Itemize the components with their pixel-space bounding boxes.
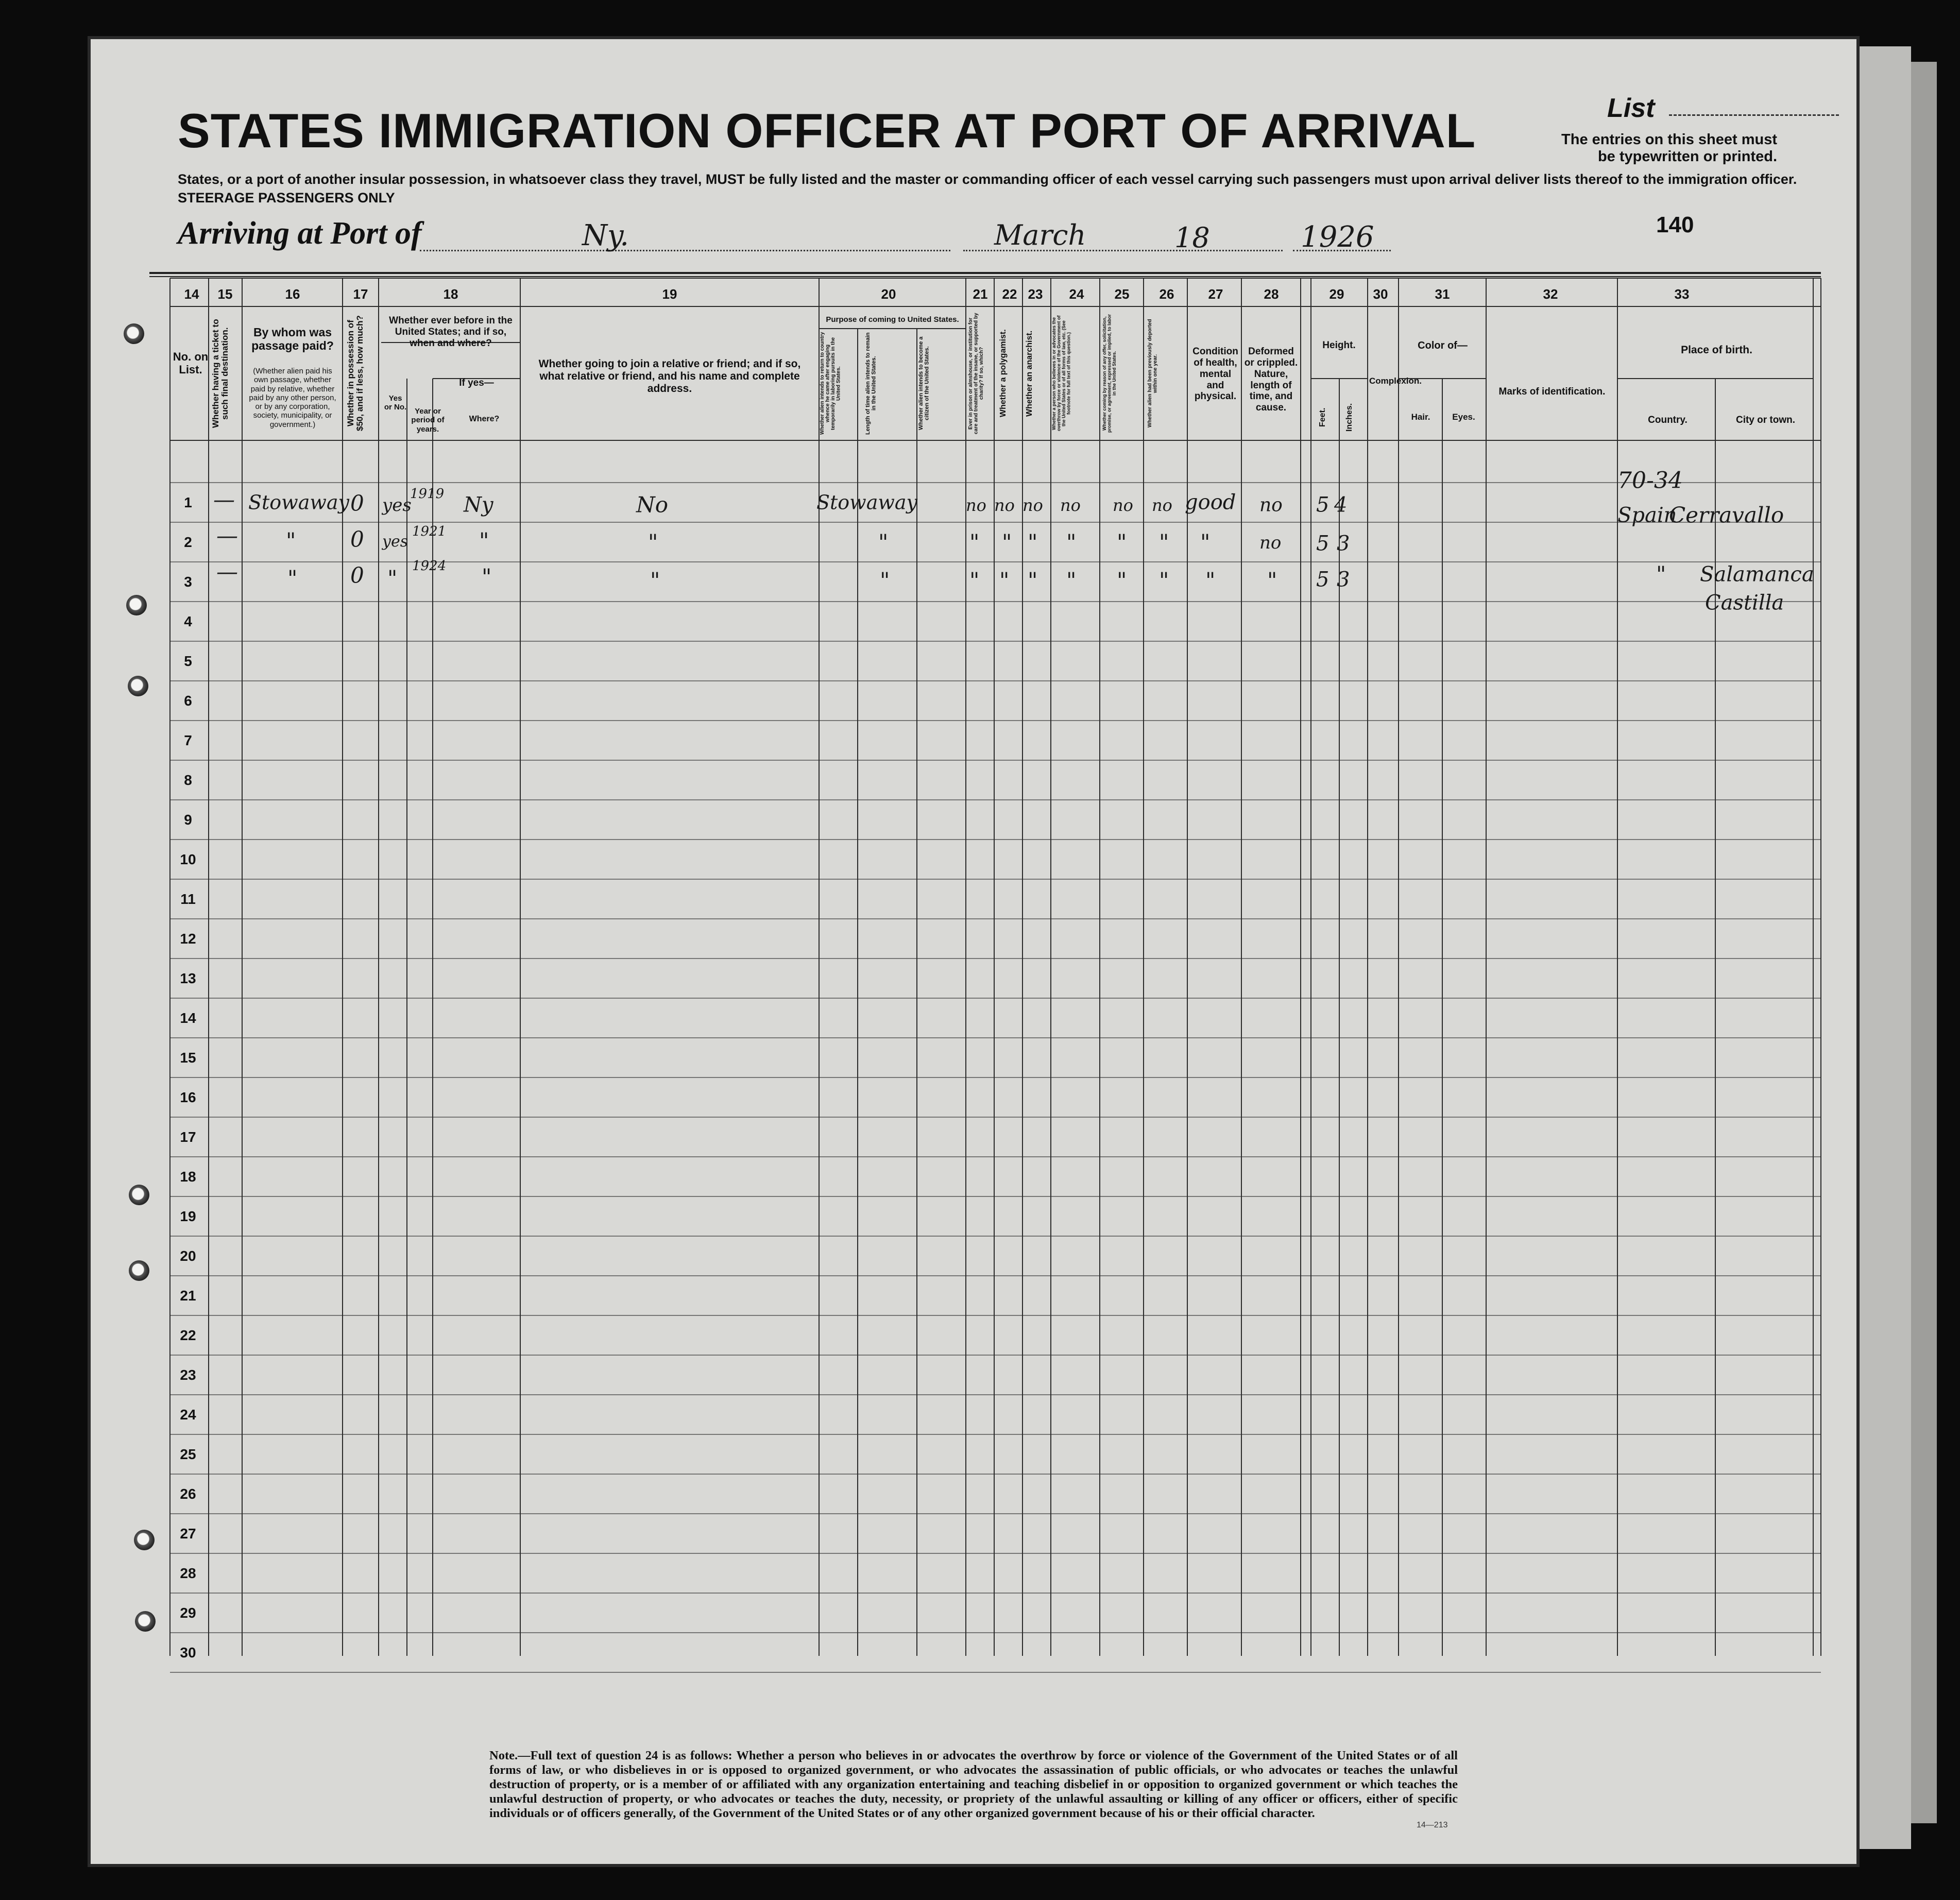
row2-ticket: —	[216, 523, 238, 549]
intro-line-2: STEERAGE PASSENGERS ONLY	[178, 190, 395, 206]
col-26-header: Whether alien had been previously deported within one year.	[1147, 319, 1158, 428]
row3-offer: "	[1117, 568, 1127, 593]
col-21-header: Ever in prison or almshouse, or institution for care and treatment of the insane, or supported by charity? If so, which?	[968, 313, 984, 434]
col-29-feet: Feet.	[1318, 407, 1327, 427]
col-number-17: 17	[353, 286, 368, 302]
row1-deported: no	[1152, 495, 1172, 516]
col-30-header: Complexion.	[1369, 376, 1422, 386]
col-31-hair: Hair.	[1411, 412, 1430, 422]
col-18-header: Whether ever before in the United States; and if so, when and where?	[389, 315, 513, 349]
row1-where: Ny	[464, 493, 493, 517]
col-number-21: 21	[973, 286, 988, 302]
col-14-header: No. on List.	[173, 350, 209, 376]
row-number: 10	[180, 851, 196, 867]
row2-purpose: "	[878, 529, 889, 555]
day-value: 18	[1174, 221, 1210, 254]
col-19-header: Whether going to join a relative or friend; and if so, what relative or friend, and his name and complete address.	[538, 358, 801, 395]
col-31-eyes: Eyes.	[1452, 412, 1475, 422]
row3-anarchist: "	[1028, 568, 1038, 593]
row-number: 20	[180, 1247, 196, 1264]
col-17-header: Whether in possession of $50, and if less, how much?	[346, 315, 365, 432]
row-number: 1	[184, 494, 192, 510]
col-33-country: Country.	[1648, 415, 1688, 425]
row-number: 2	[184, 534, 192, 550]
row3-deformed: "	[1267, 568, 1277, 593]
row2-polygamist: "	[1002, 529, 1012, 555]
row1-join: No	[636, 492, 669, 518]
row1-before: yes	[382, 495, 412, 516]
row2-money: 0	[350, 526, 364, 552]
col-number-25: 25	[1114, 286, 1130, 302]
col-16-header: By whom was passage paid?	[251, 326, 334, 353]
row-number: 16	[180, 1089, 196, 1105]
row2-health: "	[1200, 529, 1211, 555]
row-number: 3	[184, 573, 192, 590]
row-number: 21	[180, 1287, 196, 1304]
col-number-26: 26	[1159, 286, 1174, 302]
row-number: 22	[180, 1327, 196, 1343]
col-24-header: Whether a person who believes in or advocates the overthrow by force or violence of the Government of the United States or of all forms of law, etc. (See footnote for full text of this question.)	[1051, 315, 1071, 432]
row3-year: 1924	[412, 558, 447, 574]
col-15-header: Whether having a ticket to such final destination.	[211, 319, 230, 428]
row1-overthrow: no	[1060, 495, 1081, 516]
col-number-31: 31	[1435, 286, 1450, 302]
row1-money: 0	[350, 490, 364, 516]
row3-purpose: "	[880, 568, 890, 593]
col-29-header: Height.	[1322, 340, 1356, 351]
row1-health: good	[1185, 490, 1236, 515]
row-number: 23	[180, 1366, 196, 1383]
col-number-27: 27	[1208, 286, 1223, 302]
row-number: 4	[184, 613, 192, 629]
row3-money: 0	[350, 562, 364, 588]
row-number: 11	[180, 891, 196, 907]
intro-line-1: States, or a port of another insular possession, in whatsoever class they travel, MUST be fully listed and the master or commanding officer of each vessel carrying such passengers must upon arrival deliver lists thereof to the immigration officer.	[178, 172, 1797, 187]
col-33-city: City or town.	[1735, 415, 1796, 425]
row-number: 18	[180, 1168, 196, 1185]
row-number: 28	[180, 1565, 196, 1581]
row-number: 13	[180, 970, 196, 986]
row2-anarchist: "	[1028, 529, 1038, 555]
row3-before: "	[387, 566, 398, 591]
row3-ticket: —	[216, 559, 238, 585]
arriving-label: Arriving at Port of	[178, 216, 422, 251]
row2-deformed: no	[1259, 533, 1282, 553]
row3-join: "	[650, 568, 660, 593]
row3-city-extra: Castilla	[1705, 591, 1784, 615]
row1-anarchist: no	[1022, 495, 1043, 516]
month-value: March	[994, 219, 1086, 251]
row3-country: "	[1656, 561, 1666, 587]
col-number-30: 30	[1373, 286, 1388, 302]
row1-prison: no	[966, 495, 986, 516]
row-number: 30	[180, 1644, 196, 1661]
row3-inches: 3	[1337, 568, 1350, 592]
row3-deported: "	[1159, 568, 1169, 593]
row2-year: 1921	[412, 524, 447, 539]
row1-ticket: —	[213, 487, 235, 512]
col-23-header: Whether an anarchist.	[1025, 330, 1034, 417]
row-number: 6	[184, 692, 192, 709]
row-number: 5	[184, 653, 192, 669]
col-31-header: Color of—	[1418, 340, 1468, 351]
sheet-number: 140	[1656, 212, 1694, 237]
col-number-33: 33	[1674, 286, 1690, 302]
row1-offer: no	[1113, 495, 1133, 516]
col-16-subheader: (Whether alien paid his own passage, whether paid by relative, whether paid by any other person, or by any corporation, society, municipality, or government.)	[249, 367, 336, 429]
row-number: 19	[180, 1208, 196, 1224]
row2-feet: 5	[1316, 532, 1330, 556]
row2-where: "	[479, 528, 489, 554]
row3-prison: "	[969, 568, 980, 593]
col-20b-header: Length of time alien intends to remain in the United States.	[865, 332, 877, 435]
entries-note: The entries on this sheet must be typewritten or printed.	[1561, 131, 1777, 165]
col-28-header: Deformed or crippled. Nature, length of time, and cause.	[1244, 346, 1298, 414]
row3-city: Salamanca	[1700, 562, 1814, 587]
row1-polygamist: no	[994, 495, 1015, 516]
row3-health: "	[1205, 568, 1216, 593]
row3-polygamist: "	[999, 568, 1010, 593]
row-number: 14	[180, 1009, 196, 1026]
col-number-23: 23	[1028, 286, 1043, 302]
col-32-header: Marks of identification.	[1498, 386, 1606, 397]
row-number: 12	[180, 930, 196, 947]
row2-deported: "	[1159, 529, 1169, 555]
col-29-inches: Inches.	[1345, 403, 1354, 432]
row1-city: Cerravallo	[1669, 502, 1784, 528]
row1-inches: 4	[1334, 493, 1348, 517]
col-number-32: 32	[1543, 286, 1558, 302]
col-number-28: 28	[1264, 286, 1279, 302]
col-25-header: Whether coming by reason of any offer, solicitation, promise, or agreement, expressed or implied, to labor in the United States.	[1102, 314, 1117, 433]
col-27-header: Condition of health, mental and physical.	[1192, 346, 1238, 402]
row-number: 25	[180, 1446, 196, 1462]
row3-paid-by: "	[287, 566, 298, 591]
row1-paid-by: Stowaway	[248, 491, 350, 514]
col-20-header: Purpose of coming to United States.	[826, 315, 959, 324]
page-title: STATES IMMIGRATION OFFICER AT PORT OF ARRIVAL	[178, 104, 1476, 158]
row-number: 27	[180, 1525, 196, 1542]
form-number: 14—213	[1417, 1821, 1448, 1829]
row3-where: "	[482, 564, 492, 590]
row-number: 17	[180, 1128, 196, 1145]
row-number: 24	[180, 1406, 196, 1423]
row1-country: Spain	[1617, 503, 1677, 527]
row2-prison: "	[969, 529, 980, 555]
row2-paid-by: "	[286, 528, 296, 554]
list-reference: 70-34	[1617, 467, 1683, 494]
port-value: Ny.	[582, 219, 629, 252]
col-number-24: 24	[1069, 286, 1084, 302]
col-18-where: Where?	[469, 415, 500, 423]
col-number-22: 22	[1002, 286, 1017, 302]
row-number: 29	[180, 1604, 196, 1621]
list-label: List	[1607, 93, 1655, 123]
col-18-year: Year or period of years.	[411, 407, 445, 434]
col-18-yesno: Yes or No.	[384, 394, 407, 412]
row-number: 26	[180, 1485, 196, 1502]
col-number-18: 18	[443, 286, 458, 302]
row-number: 15	[180, 1049, 196, 1066]
row1-feet: 5	[1316, 493, 1330, 517]
row1-year: 1919	[410, 486, 445, 502]
row-number: 9	[184, 811, 192, 828]
row2-inches: 3	[1337, 532, 1350, 556]
row2-offer: "	[1117, 529, 1127, 555]
col-18-ifyes: If yes—	[459, 378, 494, 388]
row-number: 7	[184, 732, 192, 748]
col-22-header: Whether a polygamist.	[999, 329, 1008, 418]
col-20c-header: Whether alien intends to become a citizen of the United States.	[918, 336, 930, 431]
col-33-header: Place of birth.	[1681, 344, 1752, 356]
col-number-14: 14	[184, 286, 199, 302]
footnote-question-24: Note.—Full text of question 24 is as follows: Whether a person who believes in or advocates the overthrow by force or violence of the Government of the United States or of all forms of law, or who disbelieves in or is opposed to organized government, or who advocates the assassination of public officials, or who advocates or teaches the unlawful destruction of property, or is a member of or affiliated with any organization entertaining and teaching disbelief in or opposition to organized government or which teaches the unlawful destruction of property, or who advocates or teaches the duty, necessity, or propriety of the unlawful assaulting or killing of any officer or officers, either of specific individuals or of officers generally, of the Government of the United States or of any other organized government because of his or their official character.	[489, 1749, 1458, 1820]
col-20a-header: Whether alien intends to return to country whence he came after engaging temporarily in laboring pursuits in the United States.	[820, 332, 842, 435]
row-number: 8	[184, 772, 192, 788]
year-value: 1926	[1301, 220, 1374, 254]
row1-purpose: Stowaway	[816, 491, 918, 514]
col-number-29: 29	[1329, 286, 1344, 302]
row3-feet: 5	[1316, 568, 1330, 592]
row2-overthrow: "	[1066, 529, 1077, 555]
row3-overthrow: "	[1066, 568, 1077, 593]
col-number-20: 20	[881, 286, 896, 302]
col-number-19: 19	[662, 286, 677, 302]
row2-join: "	[648, 529, 658, 555]
col-number-16: 16	[285, 286, 300, 302]
row2-before: yes	[382, 533, 408, 551]
col-number-15: 15	[217, 286, 233, 302]
row1-deformed: no	[1259, 494, 1283, 516]
